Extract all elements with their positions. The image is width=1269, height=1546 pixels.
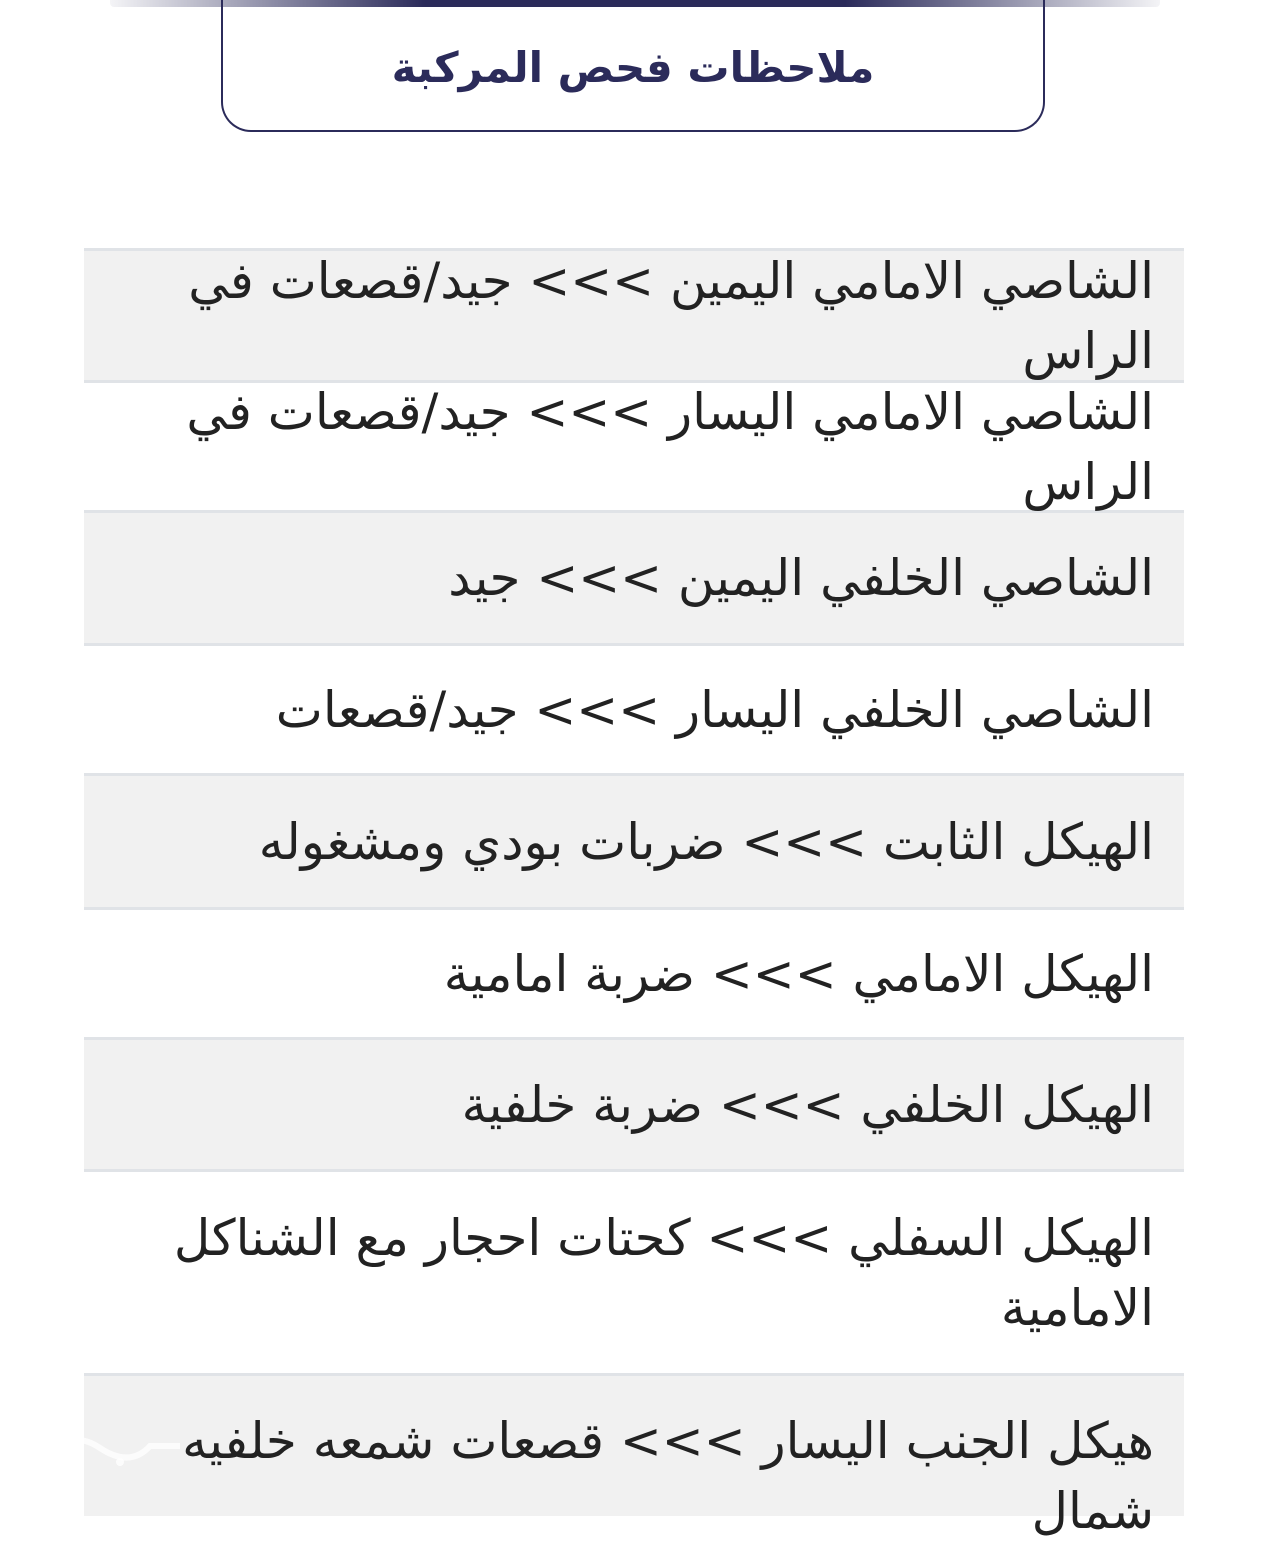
list-item <box>84 1040 1184 1172</box>
note-text: الشاصي الامامي اليسار >>> جيد/قصعات في الراس <box>186 382 1154 511</box>
title-box <box>221 0 1045 132</box>
watermark-logo <box>40 1418 190 1478</box>
list-item <box>84 646 1184 776</box>
watermark-logo-icon <box>40 1418 190 1478</box>
list-item <box>84 1172 1184 1376</box>
note-text: الهيكل الامامي >>> ضربة امامية <box>443 944 1154 1003</box>
list-item <box>84 513 1184 646</box>
note-text: الهيكل الخلفي >>> ضربة خلفية <box>461 1075 1154 1134</box>
note-text: الشاصي الامامي اليمين >>> جيد/قصعات في الراس <box>188 251 1154 380</box>
list-item <box>84 251 1184 383</box>
note-text: الشاصي الخلفي اليمين >>> جيد <box>448 549 1154 607</box>
list-item <box>84 776 1184 910</box>
list-item <box>84 910 1184 1040</box>
list-item <box>84 1376 1184 1540</box>
note-text: الشاصي الخلفي اليسار >>> جيد/قصعات <box>275 680 1154 739</box>
list-item <box>84 383 1184 513</box>
note-text: الهيكل السفلي >>> كحتات احجار مع الشناكل الامامية <box>173 1208 1154 1337</box>
note-text: هيكل الجنب اليسار >>> قصعات شمعه خلفيه شمال <box>182 1412 1154 1540</box>
page-title: ملاحظات فحص المركبة <box>391 42 875 92</box>
notes-list <box>84 248 1184 1540</box>
note-text: الهيكل الثابت >>> ضربات بودي ومشغوله <box>258 812 1154 871</box>
